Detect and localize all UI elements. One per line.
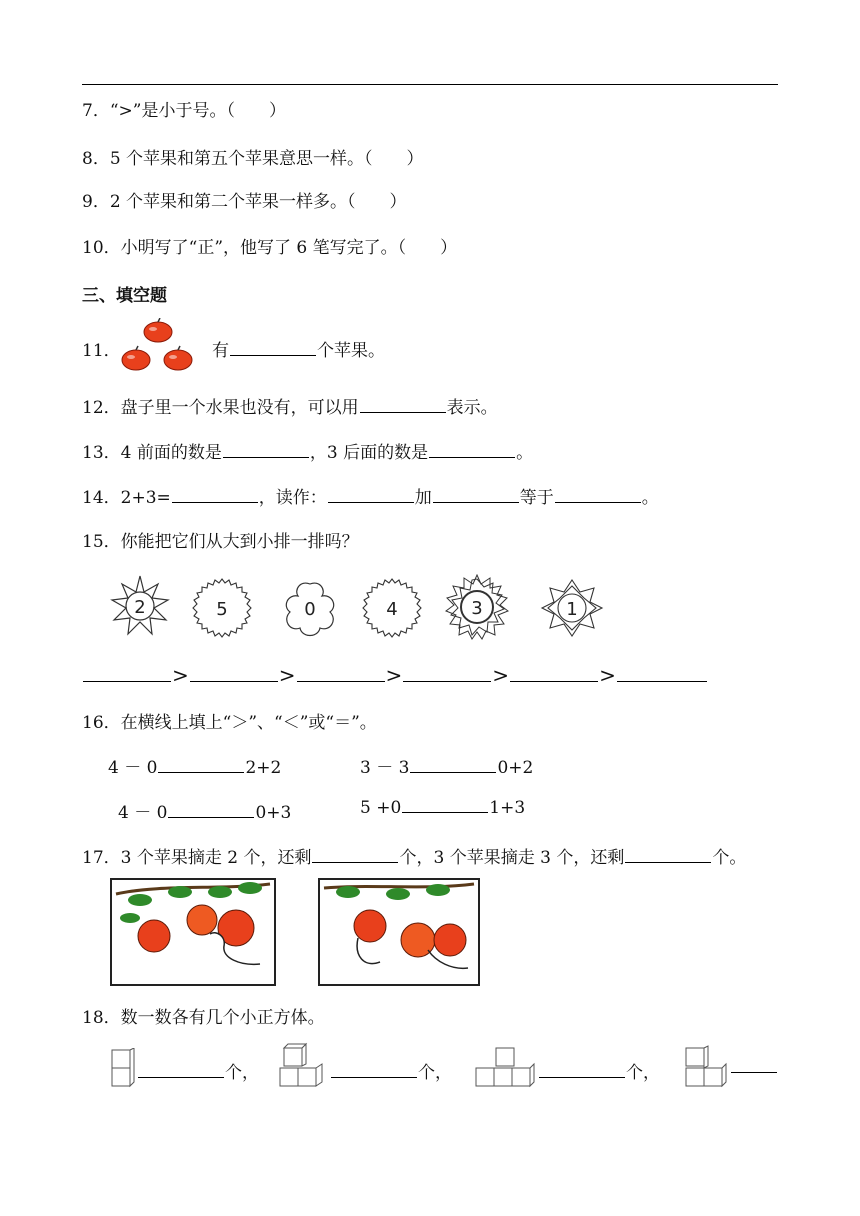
answer-blank[interactable] (138, 1076, 224, 1078)
question-17: 17．3 个苹果摘走 2 个，还剩 个，3 个苹果摘走 3 个，还剩 个。 (82, 848, 747, 868)
answer-blank[interactable] (433, 501, 519, 503)
answer-blank[interactable] (555, 501, 641, 503)
apple-picking-picture-1 (110, 878, 276, 986)
answer-blank[interactable] (312, 861, 398, 863)
question-8: 8．5 个苹果和第五个苹果意思一样。（ ） (82, 149, 424, 169)
answer-blank[interactable] (625, 861, 711, 863)
star-shape-1 (540, 578, 604, 638)
cube-figure-1 (110, 1048, 136, 1088)
question-18: 18．数一数各有几个小正方体。 (82, 1008, 325, 1028)
answer-blank[interactable] (360, 411, 446, 413)
cube-answer-4 (730, 1058, 778, 1078)
answer-blank[interactable] (510, 680, 598, 682)
shape-number: 1 (566, 599, 578, 620)
compare-item: 5 +0 1+3 (360, 798, 526, 818)
question-16: 16．在横线上填上“＞”、“＜”或“＝”。 (82, 713, 377, 733)
answer-blank[interactable] (83, 680, 171, 682)
header-rule (82, 84, 778, 85)
answer-blank[interactable] (230, 354, 316, 356)
shape-number: 0 (304, 599, 316, 620)
answer-blank[interactable] (403, 680, 491, 682)
question-9: 9．2 个苹果和第二个苹果一样多。（ ） (82, 192, 407, 212)
answer-blank[interactable] (158, 771, 244, 773)
answer-blank[interactable] (410, 771, 496, 773)
answer-blank[interactable] (539, 1076, 625, 1078)
question-7: 7．“>”是小于号。（ ） (82, 101, 286, 121)
answer-blank[interactable] (297, 680, 385, 682)
cube-figure-4 (684, 1044, 728, 1090)
apples-illustration (120, 318, 198, 376)
sun-shape-2 (108, 574, 172, 638)
compare-item: 3 － 3 0+2 (360, 758, 534, 778)
question-10: 10．小明写了“正”，他写了 6 笔写完了。（ ） (82, 238, 458, 258)
answer-blank[interactable] (223, 456, 309, 458)
shape-number: 5 (216, 599, 228, 620)
cube-answer-3: 个， (538, 1058, 660, 1083)
shape-number: 4 (386, 599, 398, 620)
compare-item: 4 － 0 0+3 (118, 803, 292, 823)
question-12: 12．盘子里一个水果也没有，可以用 表示。 (82, 398, 498, 418)
question-11: 11． (82, 341, 121, 361)
burst-shape-4 (360, 576, 424, 640)
burst-shape-5 (190, 576, 254, 640)
question-15: 15．你能把它们从大到小排一排吗？ (82, 532, 359, 552)
answer-blank[interactable] (617, 680, 707, 682)
answer-blank[interactable] (328, 501, 414, 503)
section-title: 三、填空题 (82, 286, 167, 306)
answer-blank[interactable] (402, 811, 488, 813)
answer-blank[interactable] (331, 1076, 417, 1078)
cube-figure-2 (278, 1040, 330, 1090)
spiky-shape-3 (444, 574, 510, 640)
cube-answer-2: 个， (330, 1058, 452, 1083)
question-11-text: 有 个苹果。 (212, 341, 385, 361)
ordering-blanks: > > > > > (82, 663, 708, 687)
answer-blank[interactable] (429, 456, 515, 458)
cube-answer-1: 个， (137, 1058, 259, 1083)
flower-shape-0 (280, 578, 340, 638)
cube-figure-3 (474, 1044, 536, 1090)
shape-number: 2 (134, 597, 146, 618)
answer-blank[interactable] (190, 680, 278, 682)
answer-blank[interactable] (168, 816, 254, 818)
apple-picking-picture-2 (318, 878, 480, 986)
shape-number: 3 (471, 598, 483, 619)
question-14: 14．2+3= ，读作： 加 等于 。 (82, 488, 659, 508)
answer-blank[interactable] (731, 1071, 777, 1073)
question-13: 13．4 前面的数是 ，3 后面的数是 。 (82, 443, 534, 463)
answer-blank[interactable] (172, 501, 258, 503)
compare-item: 4 － 0 2+2 (108, 758, 282, 778)
